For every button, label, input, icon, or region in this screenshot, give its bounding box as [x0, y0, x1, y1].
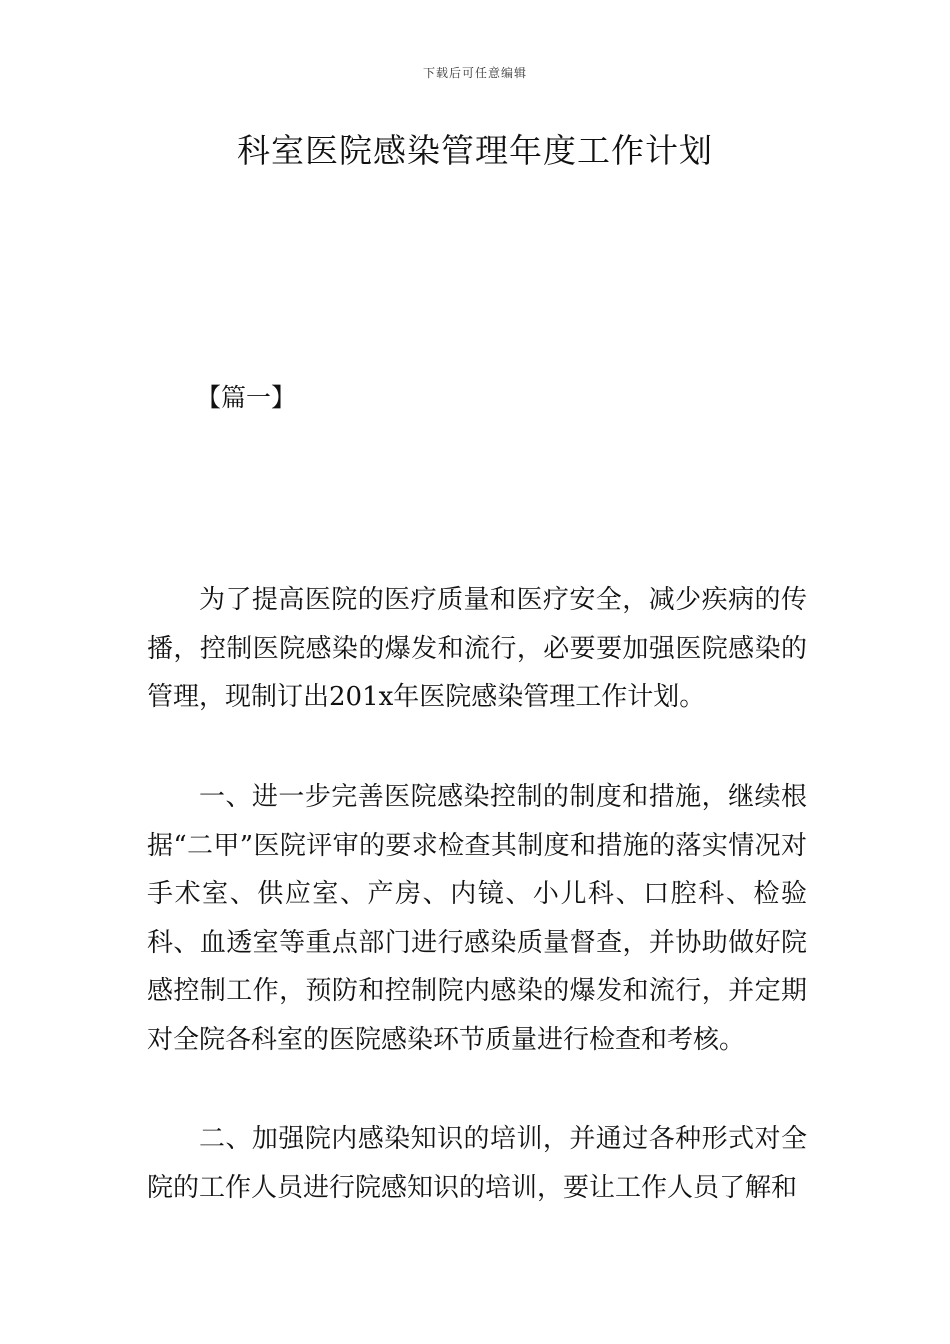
document-title: 科室医院感染管理年度工作计划	[237, 131, 713, 170]
paragraph-item-two: 二、加强院内感染知识的培训，并通过各种形式对全院的工作人员进行院感知识的培训，要让工作人员了解和	[147, 1124, 807, 1203]
paragraph-intro: 为了提高医院的医疗质量和医疗安全，减少疾病的传播，控制医院感染的爆发和流行，必要要加强医院感染的管理，现制订出201x年医院感染管理工作计划。	[147, 585, 807, 712]
header-note: 下载后可任意编辑	[422, 66, 527, 80]
paragraph-item-one: 一、进一步完善医院感染控制的制度和措施，继续根据“二甲”医院评审的要求检查其制度和措施的落实情况对手术室、供应室、产房、内镜、小儿科、口腔科、检验科、血透室等重点部门进行感染质量督查，并协助做好院感控制工作，预防和控制院内感染的爆发和流行，并定期对全院各科室的医院感染环节质量进行检查和考核。	[147, 782, 807, 1055]
section-tag: 【篇一】	[196, 383, 297, 412]
